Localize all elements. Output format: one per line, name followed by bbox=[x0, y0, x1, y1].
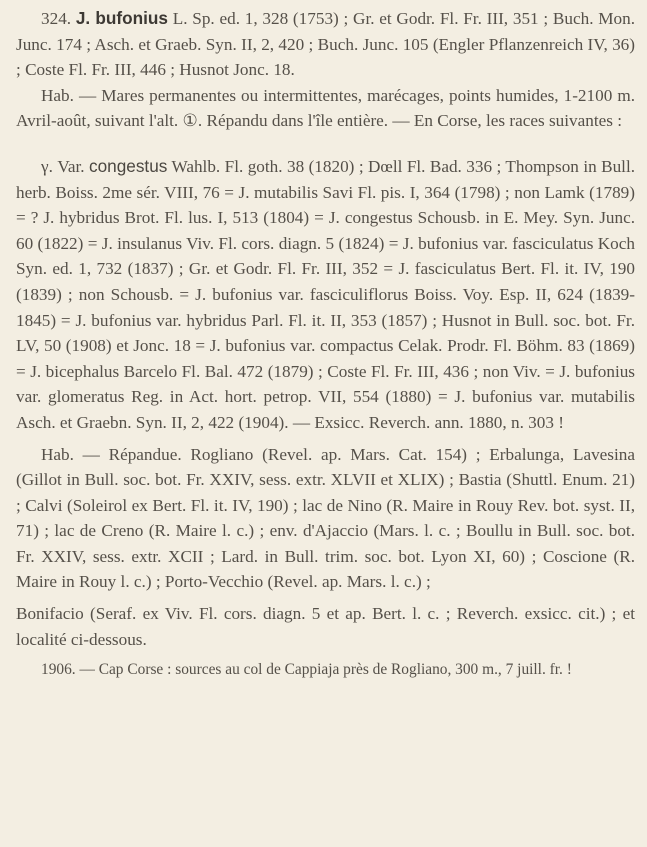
species-habitat-paragraph: Hab. — Mares permanentes ou intermittentes, marécages, points humides, 1-2100 m. Avril-août, suivant l'alt. ①. Répandu dans l'île entière. — En Corse, les races suivantes : bbox=[16, 85, 635, 131]
species-name: J. bufonius bbox=[75, 8, 168, 28]
variety-habitat-paragraph: Hab. — Répandue. Rogliano (Revel. ap. Mars. Cat. 154) ; Erbalunga, Lavesina (Gillot in Bull. soc. bot. Fr. XXIV, sess. extr. XLVII et XLIX) ; Bastia (Shuttl. Enum. 21) ; Calvi (Soleirol ex Bert. Fl. it. IV, 190) ; lac de Nino (R. Maire in Rouy Rev. bot. syst. II, 71) ; lac de Creno (R. Maire l. c.) ; env. d'Ajaccio (Mars. l. c. ; Boullu in Bull. soc. bot. Fr. XXIV, sess. extr. XCII ; Lard. in Bull. trim. soc. bot. Lyon XI, 60) ; Coscione (R. Maire in Rouy l. c.) ; Porto-Vecchio (Revel. ap. Mars. l. c.) ; bbox=[16, 444, 635, 592]
variety-name: congestus bbox=[89, 155, 168, 176]
variety-citation: Wahlb. Fl. goth. 38 (1820) ; Dœll Fl. Bad. 336 ; Thompson in Bull. herb. Boiss. 2me sér. VIII, 76 = J. mutabilis Savi Fl. pis. I, 364 (1798) ; non Lamk (1789) = ? J. hybridus Brot. Fl. lus. I, 513 (1804) = J. congestus Schousb. in E. Mey. Syn. Junc. 60 (1822) = J. insulanus Viv. Fl. cors. diagn. 5 (1824) = J. bufonius var. fasciculatus Koch Syn. ed. 1, 732 (1837) ; Gr. et Godr. Fl. Fr. III, 352 = J. fasciculatus Bert. Fl. it. IV, 190 (1839) ; non Schousb. = J. bufonius var. fasciculiflorus Boiss. Voy. Esp. II, 624 (1839-1845) = J. bufonius var. hybridus Parl. Fl. it. II, 353 (1857) ; Husnot in Bull. soc. bot. Fr. LV, 50 (1908) et Jonc. 18 = J. bufonius var. compactus Celak. Prodr. Fl. Böhm. 83 (1869) = J. bicephalus Barcelo Fl. Bal. 472 (1879) ; Coste Fl. Fr. III, 436 ; non Viv. = J. bufonius var. glomeratus Reg. in Act. hort. petrop. VII, 554 (1880) = J. bufonius var. mutabilis Asch. et Graebn. Syn. II, 2, 422 (1904). — Exsicc. Reverch. ann. 1880, n. 303 ! bbox=[16, 156, 636, 432]
variety-label: Var. bbox=[57, 156, 85, 176]
variety-letter: γ. bbox=[41, 156, 53, 176]
species-citation: L. Sp. ed. 1, 328 (1753) ; Gr. et Godr. Fl. Fr. III, 351 ; Buch. Mon. Junc. 174 ; Asch. et Graeb. Syn. II, 2, 420 ; Buch. Junc. 105 (Engler Pflanzenreich IV, 36) ; Coste Fl. Fr. III, 446 ; Husnot Jonc. 18. bbox=[16, 9, 636, 80]
species-citation-paragraph bbox=[16, 6, 635, 83]
species-number: 324. bbox=[41, 9, 72, 28]
variety-habitat-continuation: Bonifacio (Seraf. ex Viv. Fl. cors. diagn. 5 et ap. Bert. l. c. ; Reverch. exsicc. cit.) ; et localité ci-dessous. bbox=[16, 604, 635, 649]
observation-note: 1906. — Cap Corse : sources au col de Cappiaja près de Rogliano, 300 m., 7 juill. fr. ! bbox=[41, 661, 572, 679]
variety-citation-paragraph bbox=[16, 154, 635, 436]
